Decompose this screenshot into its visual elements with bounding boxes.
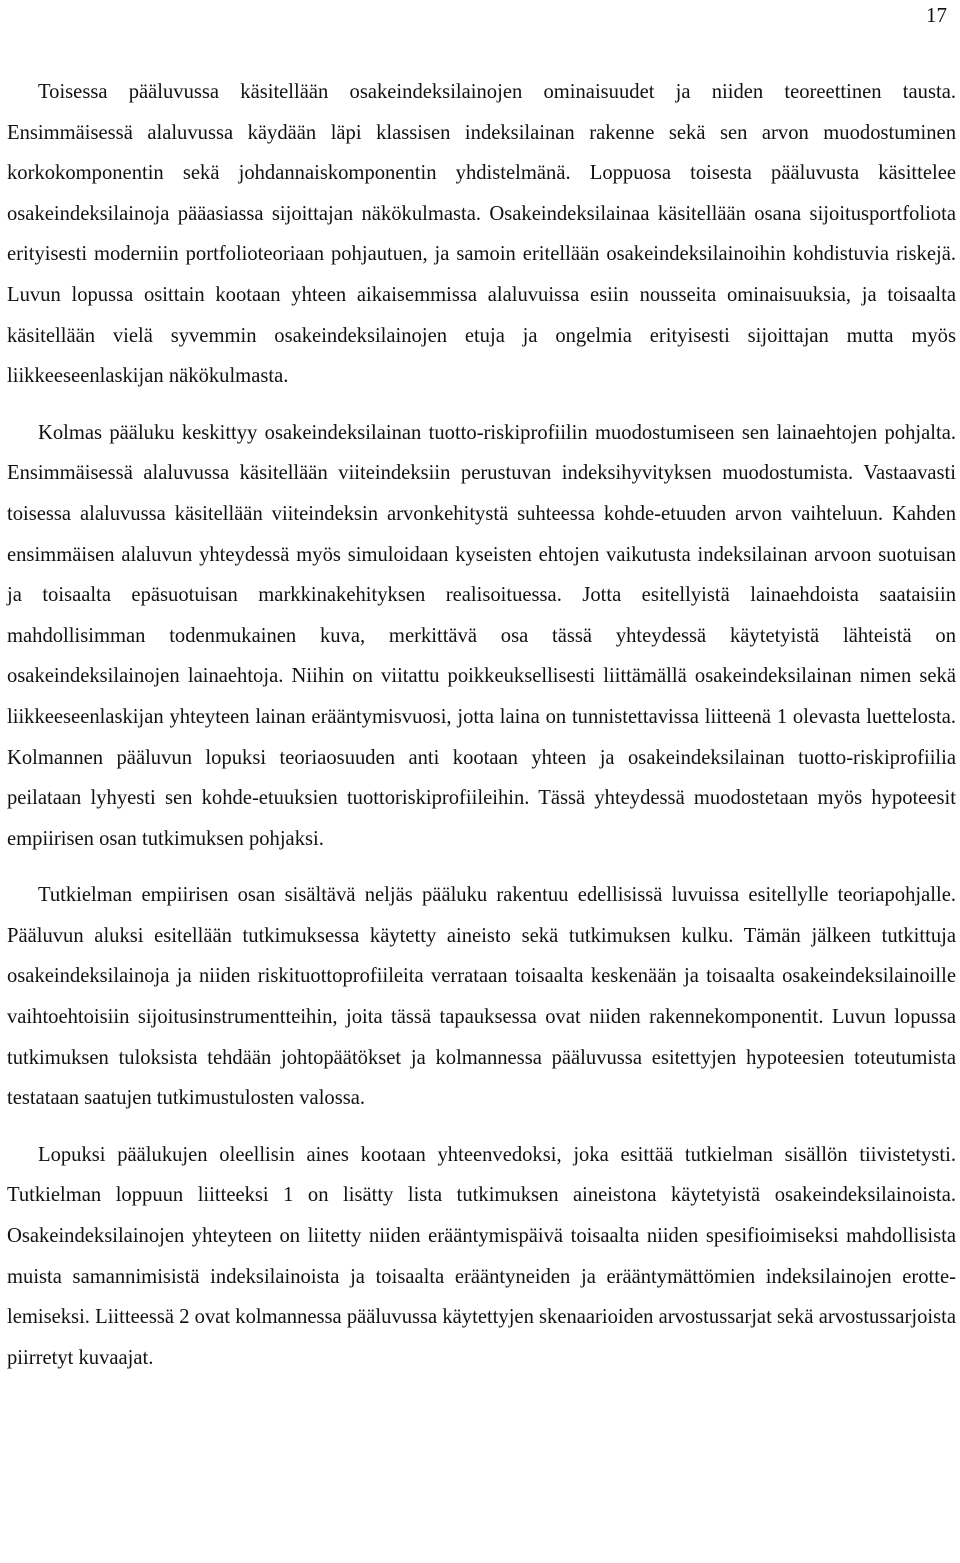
page-number: 17 xyxy=(926,3,947,27)
paragraph-thesis-chapter-four: Tutkielman empiirisen osan sisältävä neljäs pääluku rakentuu edellisissä luvuissa esitellylle teoriapohjalle. Pääluvun aluksi esitellään tutkimuksessa käytetty aineisto sekä tutkimuksen kulku. Tämän jälkeen tutkittuja osakeindeksilainoja ja niiden riskituottoprofiileita verrataan toisaalta keskenään ja toisaalta osakeindeksilainoille vaihtoehtoisiin sijoitusinstrumentteihin, joita tässä tapauksessa ovat niiden rakennekomponentit. Luvun lopussa tutkimuksen tuloksista tehdään johtopäätökset ja kolmannessa pääluvussa esitettyjen hypoteesien toteutumista testataan saatujen tutkimustulosten valossa. xyxy=(7,884,956,1110)
paragraph-thesis-conclusion-appendices: Lopuksi päälukujen oleellisin aines kootaan yhteenvedoksi, joka esittää tutkielman sisällön tiivistetysti. Tutkielman loppuun liitteeksi 1 on lisätty lista tutkimuksen aineistona käytetyistä osakeindeksilainoista. Osakeindeksilainojen yhteyteen on liitetty niiden erääntymispäivä toisaalta niiden spesifioimiseksi mahdollisista muista samannimisistä indeksilainoista ja toisaalta erääntyneiden ja erääntymättömien indeksilainojen erottelemiseksi. Liitteessä 2 ovat kolmannessa pääluvussa käytettyjen skenaarioiden arvostussarjat sekä arvostussarjoista piirretyt kuvaajat. xyxy=(7,1143,956,1369)
paragraph-thesis-chapter-two: Toisessa pääluvussa käsitellään osakeindeksilainojen ominaisuudet ja niiden teoreettinen tausta. Ensimmäisessä alaluvussa käydään läpi klassisen indeksilainan rakenne sekä sen arvon muodostuminen korkokomponentin sekä johdannaiskomponentin yhdistelmänä. Loppuosa toisesta pääluvusta käsittelee osakeindeksilainoja pääasiassa sijoittajan näkökulmasta. Osakeindeksilainaa käsitellään osana sijoitusportfoliota erityisesti moderniin portfolioteoriaan pohjautuen, ja samoin eritellään osakeindeksilainoihin kohdistuvia riskejä. Luvun lopussa osittain kootaan yhteen aikaisemmissa alaluvuissa esiin nousseita ominaisuuksia, ja toisaalta käsitellään vielä syvemmin osakeindeksilainojen etuja ja ongelmia erityisesti sijoittajan mutta myös liikkeeseenlaskijan näkökulmasta. xyxy=(7,81,956,388)
paragraph-thesis-chapter-three: Kolmas pääluku keskittyy osakeindeksilainan tuotto-riskiprofiilin muodostumiseen sen lainaehtojen pohjalta. Ensimmäisessä alaluvussa käsitellään viiteindeksiin perustuvan indeksihyvityksen muodostumista. Vastaavasti toisessa alaluvussa käsitellään viiteindeksin arvonkehitystä suhteessa kohde-etuuden arvon vaihteluun. Kahden ensimmäisen alaluvun yhteydessä myös simuloidaan kyseisten ehtojen vaikutusta indeksilainan arvoon suotuisan ja toisaalta epäsuotuisan markkinakehityksen realisoituessa. Jotta esitellyistä lainaehdoista saataisiin mahdollisimman todenmukainen kuva, merkittävä osa tässä yhteydessä käytetyistä lähteistä on osakeindeksilainojen lainaehtoja. Niihin on viitattu poikkeuksellisesti liittämällä osakeindeksilainan nimen sekä liikkeeseenlaskijan yhteyteen lainan erääntymisvuosi, jotta laina on tunnistettavissa liitteenä 1 olevasta luettelosta. Kolmannen pääluvun lopuksi teoriaosuuden anti kootaan yhteen ja osakeindeksilainan tuotto-riskiprofiilia peilataan lyhyesti sen kohde-etuuksien tuottoriskiprofiileihin. Tässä yhteydessä muodostetaan myös hypoteesit empiirisen osan tutkimuksen pohjaksi. xyxy=(7,421,956,850)
body-text xyxy=(7,72,956,1378)
